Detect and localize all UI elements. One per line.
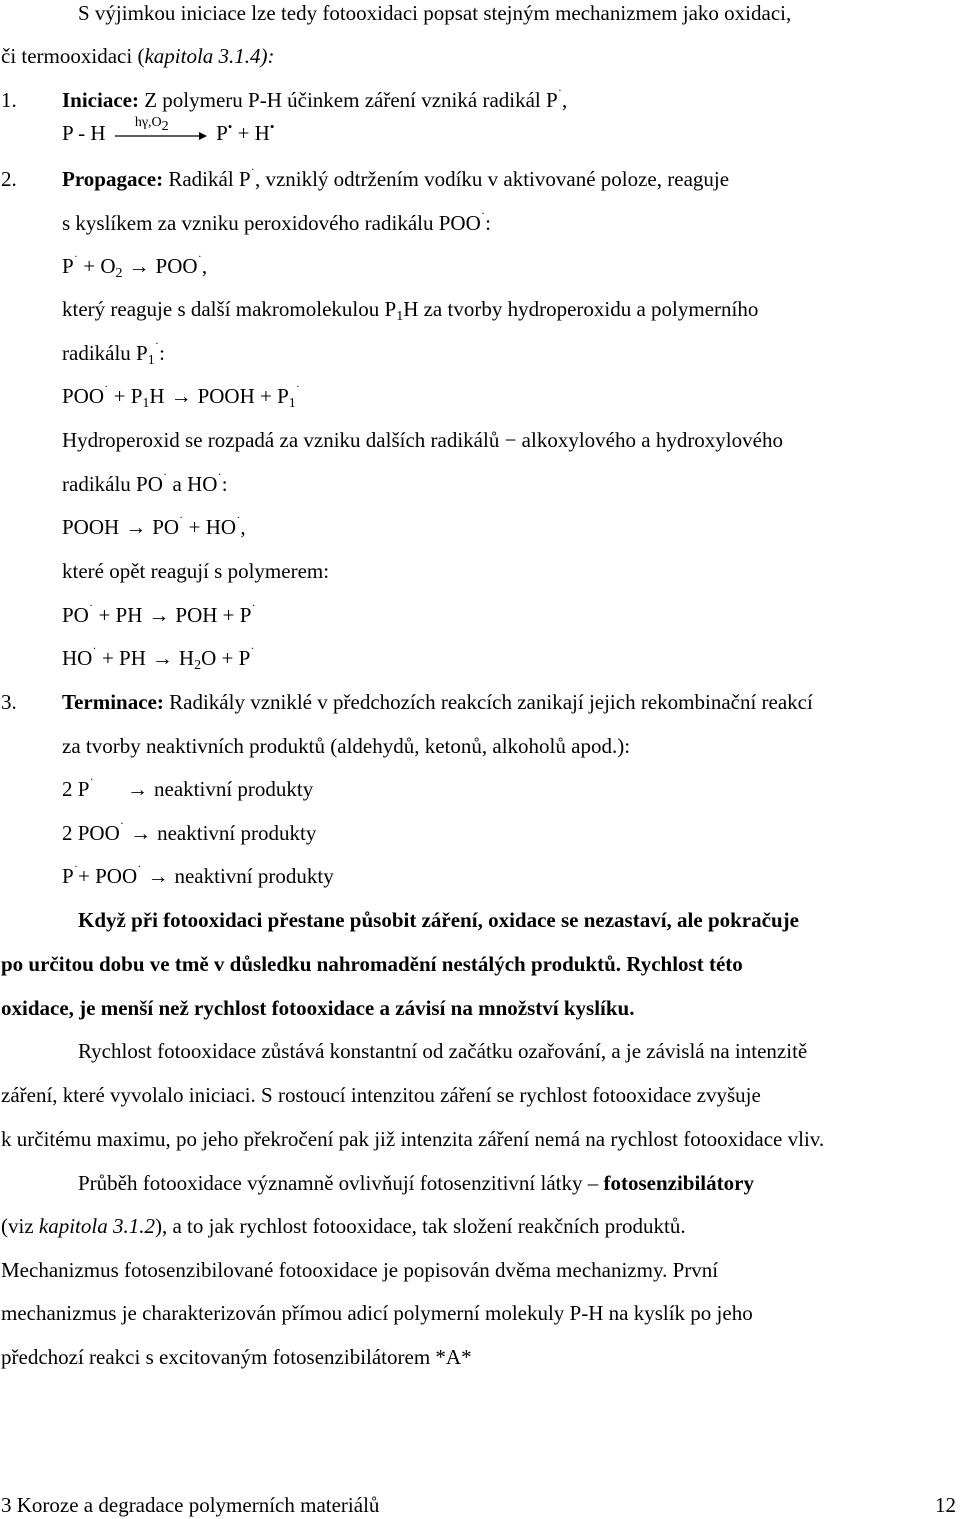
long-arrow-icon <box>115 125 207 145</box>
equation-ho-ph: HO˙ + PH → $H_2O + P^˙$ <box>62 644 255 673</box>
intro-line-1: S výjimkou iniciace lze tedy fotooxidaci popsat stejným mechanizmem jako oxidaci, <box>78 1 792 25</box>
bold-para-line-1: Když při fotooxidaci přestane působit záření, oxidace se nezastaví, ale pokračuje <box>78 908 799 932</box>
equation-initiation: P - H $h\gamma,O_2$ P• + H• <box>62 115 275 145</box>
photosens-para-line-2: (viz kapitola 3.1.2), a to jak rychlost fotooxidace, tak složení reakčních produktů. <box>1 1214 686 1238</box>
step-2-line-2: s kyslíkem za vzniku peroxidového radikálu POO˙: <box>62 209 491 235</box>
arrow-icon: → <box>127 777 149 801</box>
intro-line-2: či termooxidaci (kapitola 3.1.4): <box>1 44 275 68</box>
para-hydroperoxid: Hydroperoxid se rozpadá za vzniku dalších radikálů − alkoxylového a hydroxylového <box>62 428 783 452</box>
arrow-icon: → <box>151 646 173 670</box>
arrow-icon: → <box>148 603 170 627</box>
step-3-number: 3. <box>1 690 17 714</box>
rate-para-line-3: k určitému maximu, po jeho překročení pak již intenzita záření nemá na rychlost fotooxidace vliv. <box>1 1127 825 1151</box>
termination-2: 2 POO˙ → neaktivní produkty <box>62 819 317 845</box>
step-2-propagation: Propagace: Radikál P˙, vzniklý odtržením vodíku v aktivované poloze, reaguje <box>62 165 730 191</box>
equation-poo-p1h: $POO^˙ + P_1H$ → POOH + $P_1^˙$ <box>62 382 301 411</box>
arrow-icon: → <box>130 821 152 845</box>
footer-page-number: 12 <box>935 1493 956 1517</box>
step-3-line-2: za tvorby neaktivních produktů (aldehydů, ketonů, alkoholů apod.): <box>62 734 631 758</box>
equation-p-o2: $P^˙ + O_2 \to POO^˙$, <box>62 252 208 281</box>
photosens-para-line-5: předchozí reakci s excitovaným fotosenzibilátorem *A* <box>1 1345 472 1369</box>
equation-po-ph: PO˙ + PH → POH + P˙ <box>62 601 256 627</box>
para-radikal-p1: radikálu $P_1^˙$: <box>62 339 165 368</box>
arrow-icon: → <box>125 515 147 539</box>
step-3-termination: Terminace: Radikály vzniklé v předchozích reakcích zanikají jejich rekombinační reakcí <box>62 690 813 714</box>
step-2-number: 2. <box>1 167 17 191</box>
step-1-initiation: Iniciace: Z polymeru P-H účinkem záření vzniká radikál P˙, <box>62 86 568 112</box>
photosens-para-line-4: mechanizmus je charakterizován přímou adicí polymerní molekuly P-H na kyslík po jeho <box>1 1301 753 1325</box>
arrow-icon: → <box>147 864 169 888</box>
rate-para-line-2: záření, které vyvolalo iniciaci. S rostoucí intenzitou záření se rychlost fotooxidace zvyšuje <box>1 1083 761 1107</box>
para-po-ho: radikálu PO˙ a HO˙: <box>62 470 228 496</box>
arrow-icon: → <box>170 384 192 408</box>
footer-chapter: 3 Koroze a degradace polymerních materiálů <box>1 1493 380 1517</box>
bold-para-line-2: po určitou dobu ve tmě v důsledku nahromadění nestálých produktů. Rychlost této <box>1 952 743 976</box>
para-polymer: které opět reagují s polymerem: <box>62 559 330 583</box>
bold-para-line-3: oxidace, je menší než rychlost fotooxidace a závisí na množství kyslíku. <box>1 996 635 1020</box>
para-makromolekula: který reaguje s další makromolekulou $P_1H$ za tvorby hydroperoxidu a polymerního <box>62 297 759 324</box>
reaction-arrow-with-condition: $h\gamma,O_2$ <box>115 125 207 145</box>
termination-1: 2 P˙ → neaktivní produkty <box>62 775 314 801</box>
step-1-number: 1. <box>1 88 17 112</box>
photosens-para-line-1: Průběh fotooxidace významně ovlivňují fotosenzitivní látky – fotosenzibilátory <box>78 1171 754 1195</box>
termination-3: P˙+ POO˙ → neaktivní produkty <box>62 862 334 888</box>
photosens-para-line-3: Mechanizmus fotosenzibilované fotooxidace je popisován dvěma mechanizmy. První <box>1 1258 719 1282</box>
equation-pooh: POOH → PO˙ + HO˙, <box>62 513 246 539</box>
arrow-icon: → <box>128 254 150 278</box>
rate-para-line-1: Rychlost fotooxidace zůstává konstantní od začátku ozařování, a je závislá na intenzitě <box>78 1039 808 1063</box>
